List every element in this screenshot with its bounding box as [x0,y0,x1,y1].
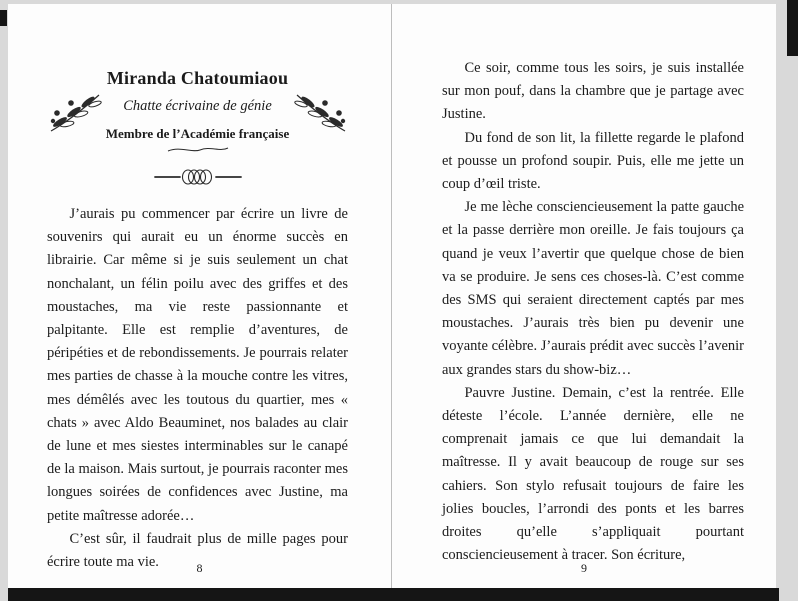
scan-edge-top-left [0,10,7,26]
left-paragraph-1: J’aurais pu commencer par écrire un livre de souvenirs qui aurait eu un énorme succès en librairie. Car même si je suis seulement un chat nonchalant, un félin poilu avec des griffes et des moustaches, ma vie reste passionnante et palpitante. Elle est remplie d’aventures, de péripéties et de rebondissements. Je pourrais relater mes parties de chasse à la mouche contre les vitres, mes démêlés avec les toutous du quartier, mes « chats » avec Aldo Beauminet, nos balades au clair de lune et mes siestes interminables sur le canapé de la maison. Mais surtout, je pourrais raconter mes longues soirées de confidences avec Justine, ma petite maîtresse adorée… [47,206,348,524]
page-right [392,4,776,588]
chapter-header [47,68,348,191]
right-page-text [442,57,744,567]
left-page-text [47,203,348,574]
right-paragraph-4: Pauvre Justine. Demain, c’est la rentrée. Elle déteste l’école. L’année dernière, elle ne comprenait jamais ce que lui demandait la maîtresse. Il y avait beaucoup de rouge sur ses cahiers. Son stylo refusait toujours de faire les jolies boucles, l’arrondi des ponts et les barres droites qu’elle s’appliquait pourtant consciencieusement à tracer. Son écriture, [442,384,744,564]
book-spread [8,4,776,588]
section-divider [47,168,348,191]
flourish-icon [166,145,230,155]
chapter-affiliation: Membre de l’Académie française [105,126,290,141]
chapter-subtitle: Chatte écrivaine de génie [123,98,272,114]
scan-edge-top-right [787,0,798,56]
title-row [47,68,348,155]
scan-edge-bottom [8,588,779,601]
right-page-number: 9 [581,561,587,575]
chapter-title: Miranda Chatoumiaou [106,68,289,88]
chapter-header-center [103,68,293,155]
right-paragraph-1: Ce soir, comme tous les soirs, je suis installée sur mon pouf, dans la chambre que je partage avec Justine. [442,60,744,123]
left-paragraph-2: C’est sûr, il faudrait plus de mille pages pour écrire toute ma vie. [47,530,348,571]
right-paragraph-3: Je me lèche consciencieusement la patte gauche et la passe derrière mon oreille. Je fais toujours ça quand je veux l’avertir que quelque chose de bien va se produire. Je sens ces choses-là. C’est comme des SMS qui seraient directement captés par mes moustaches. J’aurais très bien pu devenir une voyante célèbre. J’aurais prédit avec succès l’avenir aux grandes stars du show-biz… [442,199,744,378]
left-page-number: 8 [196,561,203,575]
olive-branch-left-icon [47,87,103,137]
olive-branch-right-icon [293,87,349,137]
rope-divider-icon [153,168,243,186]
page-left [8,4,392,588]
right-paragraph-2: Du fond de son lit, la fillette regarde le plafond et pousse un profond soupir. Puis, elle me jette un coup d’œil triste. [442,129,744,193]
